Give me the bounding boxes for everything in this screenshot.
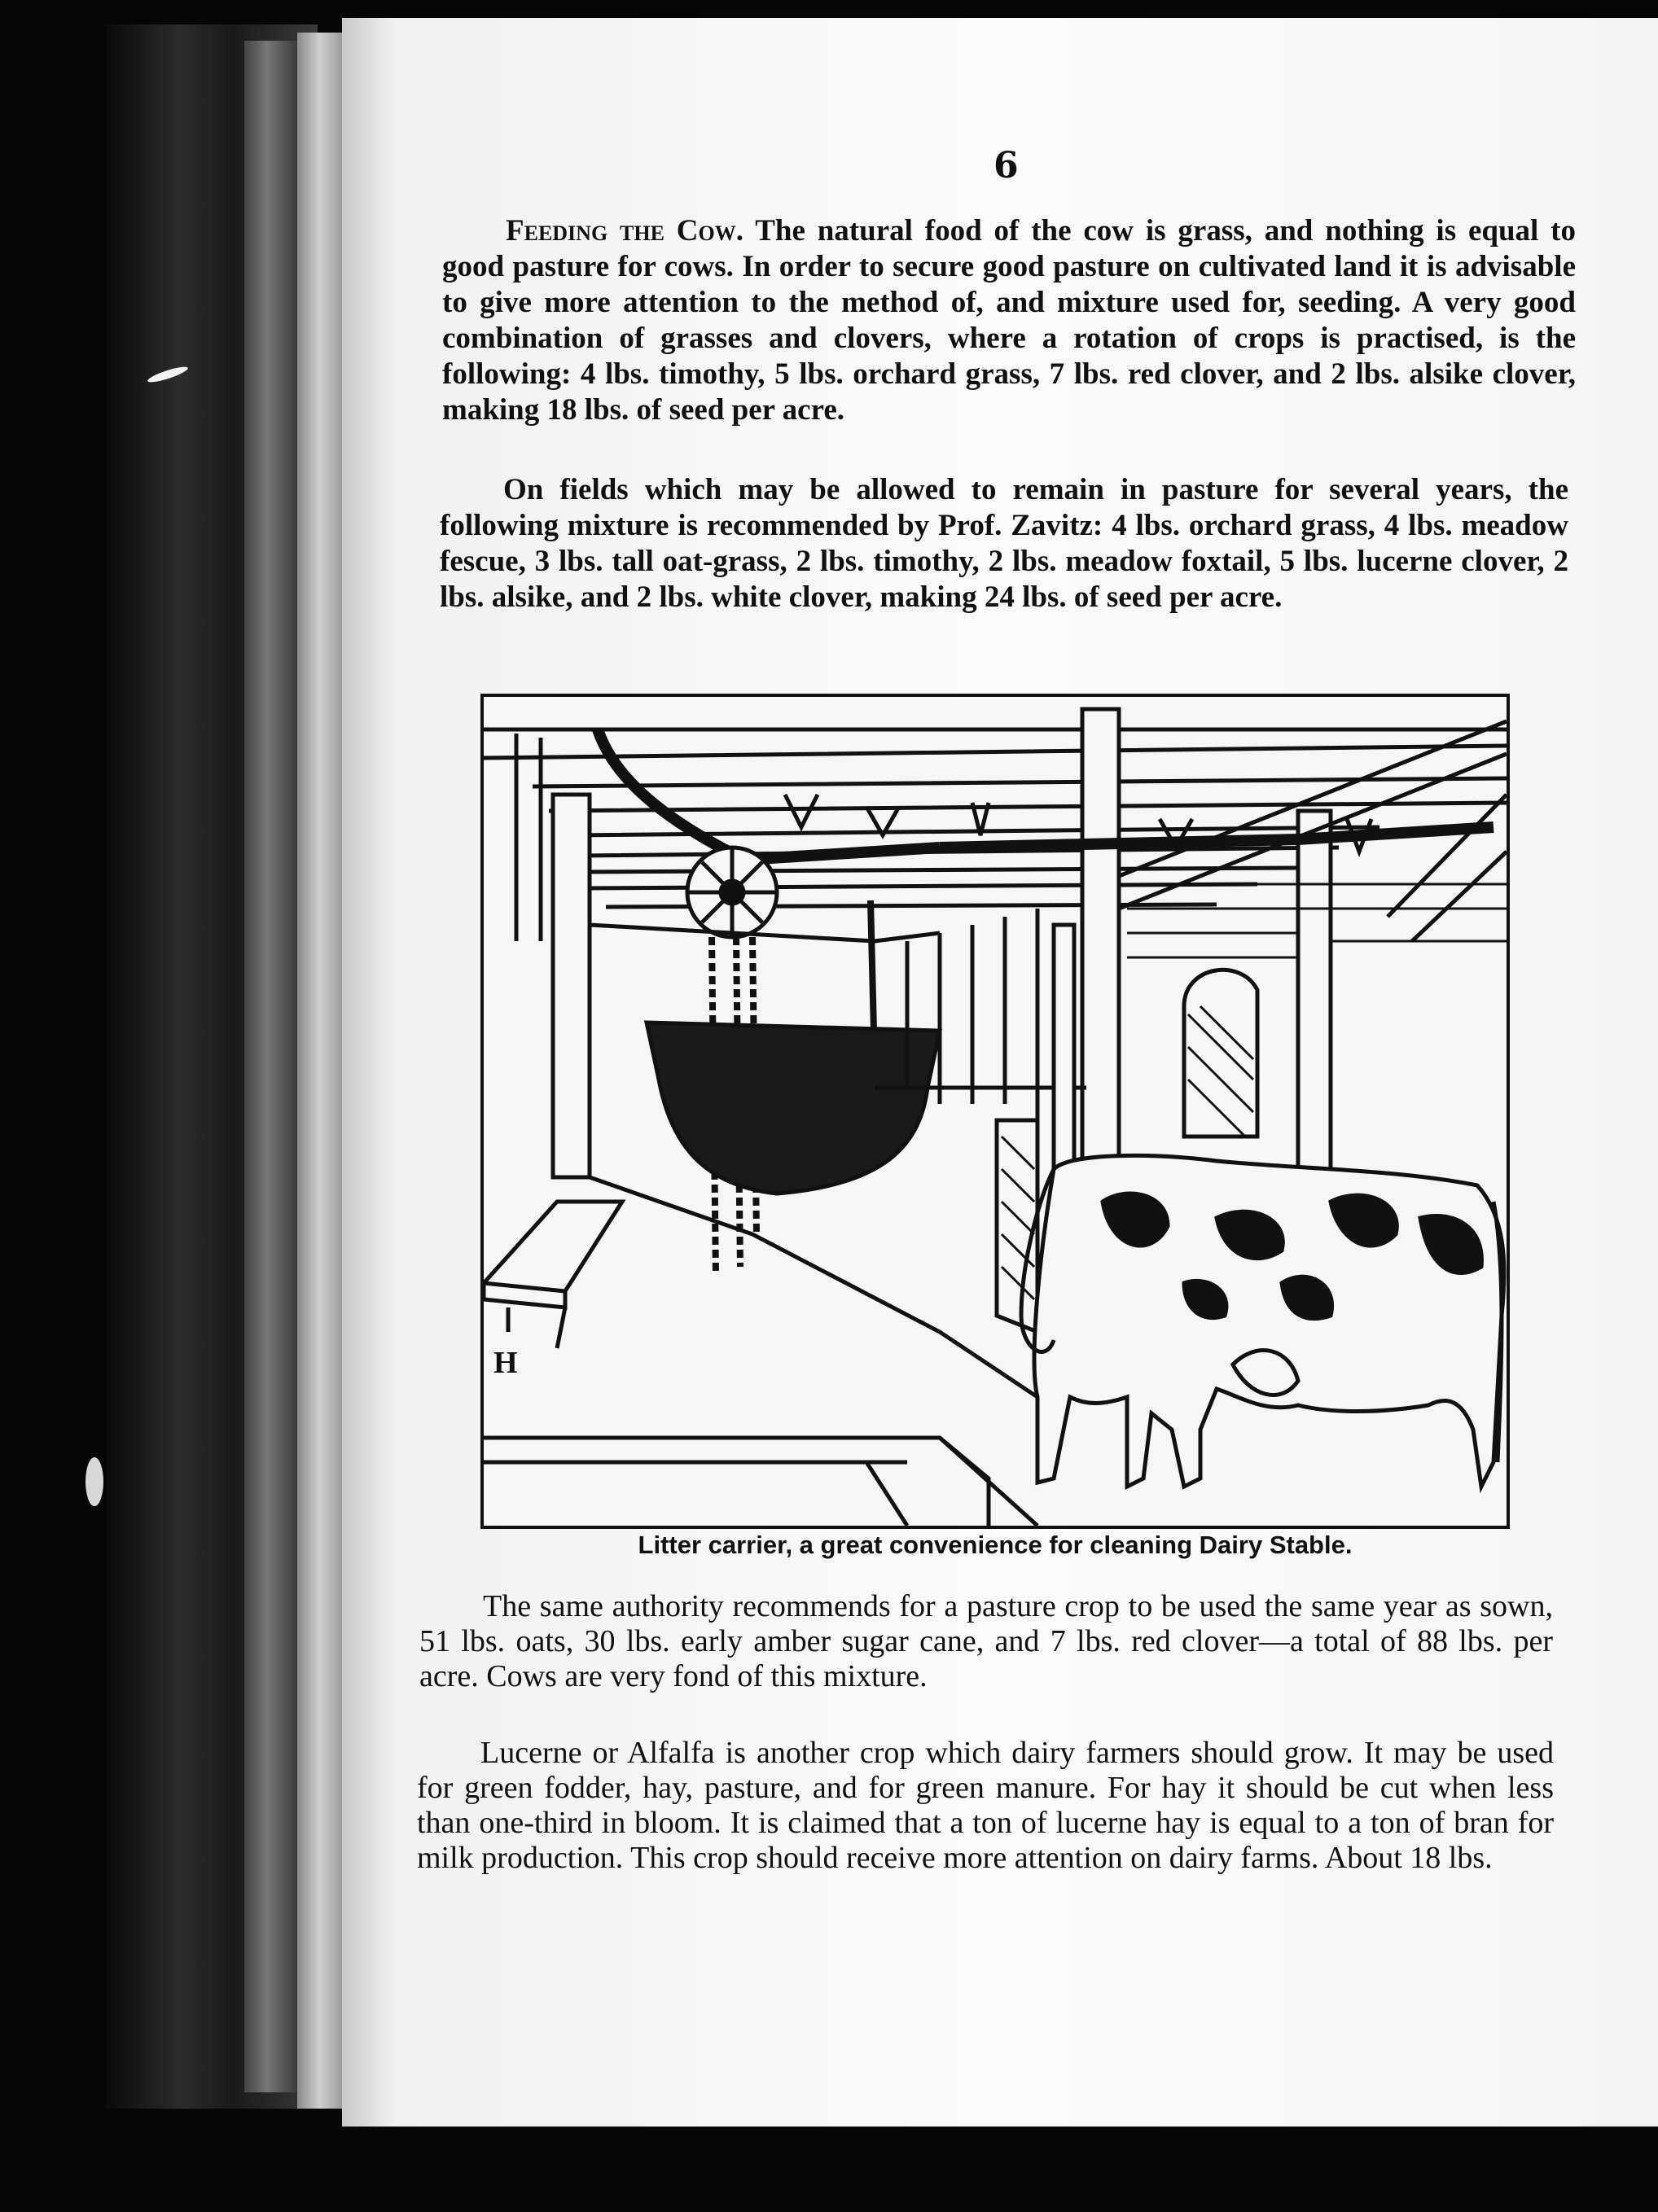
feeding-body: The natural food of the cow is grass, and nothing is equal to good pasture for cows. In order to secure good pasture on cultivated land it is advisable to give more attention to the method of, and mixture used for, seeding. A very good combination of grasses and clovers, where a rotation of crops is practised, is the following: 4 lbs. timothy, 5 lbs. orchard grass, 7 lbs. red clover, and 2 lbs. alsike clover, making 18 lbs. of seed per acre. <box>442 214 1576 427</box>
figure-caption: Litter carrier, a great convenience for cleaning Dairy Stable. <box>638 1531 1353 1559</box>
page-number: 6 <box>993 145 1019 186</box>
paper-speck <box>86 1457 103 1506</box>
same-authority-paragraph: The same authority recommends for a pasture crop to be used the same year as sown, 51 lbs. oats, 30 lbs. early amber sugar cane, and 7 lbs. red clover—a total of 88 lbs. per acre. Cows are very fond of this mixture. <box>419 1589 1553 1693</box>
feeding-heading: Feeding the Cow. <box>506 214 743 247</box>
fields-paragraph: On fields which may be allowed to remain in pasture for several years, the following mixture is recommended by Prof. Zavitz: 4 lbs. orchard grass, 4 lbs. meadow fescue, 3 lbs. tall oat-grass, 2 lbs. timothy, 2 lbs. meadow foxtail, 5 lbs. lucerne clover, 2 lbs. alsike, and 2 lbs. white clover, making 24 lbs. of seed per acre. <box>440 473 1568 614</box>
litter-carrier-illustration <box>480 694 1510 1529</box>
lucerne-paragraph: Lucerne or Alfalfa is another crop which dairy farmers should grow. It may be used for green fodder, hay, pasture, and for green manure. For hay it should be cut when less than one-third in bloom. It is claimed that a ton of lucerne hay is equal to a ton of bran for milk production. This crop should receive more attention on dairy farms. About 18 lbs. <box>417 1736 1554 1875</box>
book-page-stack <box>244 41 301 2092</box>
artist-monogram: H <box>493 1346 518 1380</box>
book-page-edge <box>297 33 342 2109</box>
feeding-paragraph <box>442 213 1576 428</box>
